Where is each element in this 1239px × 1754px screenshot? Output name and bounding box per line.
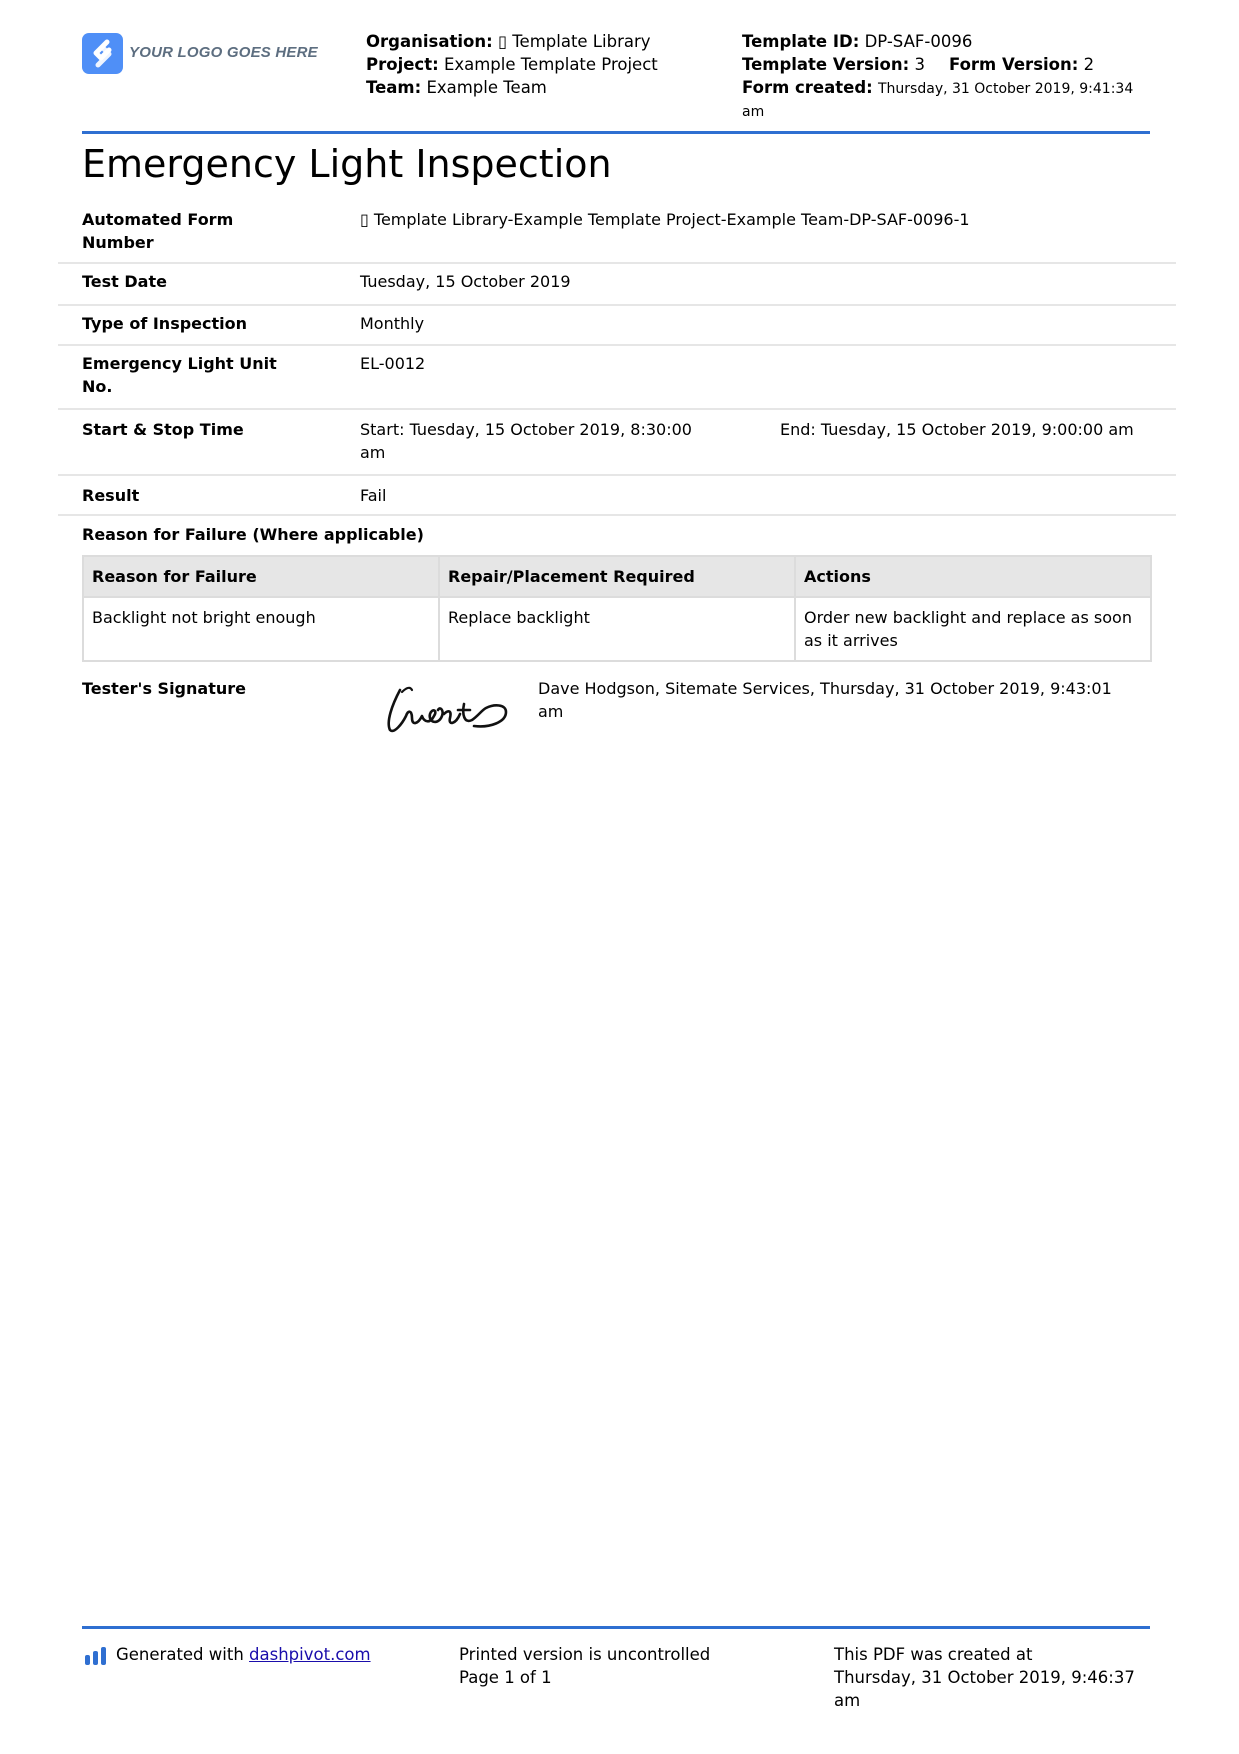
- field-row-result: [58, 476, 1176, 516]
- footer-pdf-created: This PDF was created at Thursday, 31 October 2019, 9:46:37 am: [834, 1645, 1135, 1710]
- template-id-value: DP-SAF-0096: [864, 32, 973, 51]
- footer-uncontrolled-block: [459, 1643, 710, 1689]
- header-org-block: [366, 30, 658, 99]
- template-id-label: Template ID:: [742, 32, 860, 51]
- dashpivot-link[interactable]: dashpivot.com: [249, 1645, 371, 1664]
- field-row-form-number: [58, 206, 1176, 264]
- start-stop-label: Start & Stop Time: [82, 420, 244, 439]
- test-date-value: Tuesday, 15 October 2019: [360, 272, 571, 291]
- table-header-row: [83, 556, 1151, 597]
- project-label: Project:: [366, 55, 439, 74]
- unit-no-label: Emergency Light Unit No.: [82, 354, 277, 396]
- page-title: Emergency Light Inspection: [82, 142, 612, 186]
- uncontrolled-notice: Printed version is uncontrolled: [459, 1645, 711, 1664]
- header-divider: [82, 131, 1150, 134]
- footer-generated: [116, 1643, 371, 1666]
- start-time-value: Start: Tuesday, 15 October 2019, 8:30:00 am: [360, 420, 692, 462]
- field-row-unit-no: [58, 346, 1176, 410]
- signature-details: Dave Hodgson, Sitemate Services, Thursday, 31 October 2019, 9:43:01 am: [538, 679, 1112, 721]
- form-version-label: Form Version:: [948, 55, 1079, 74]
- end-time-value: End: Tuesday, 15 October 2019, 9:00:00 am: [780, 420, 1134, 439]
- dashpivot-icon: [84, 1646, 108, 1670]
- footer-divider: [82, 1626, 1150, 1629]
- generated-prefix: Generated with: [116, 1645, 244, 1664]
- column-header: Repair/Placement Required: [439, 556, 795, 597]
- unit-no-value: EL-0012: [360, 354, 426, 373]
- result-value: Fail: [360, 486, 387, 505]
- logo-text: YOUR LOGO GOES HERE: [129, 44, 318, 61]
- form-number-label: Automated Form Number: [82, 210, 234, 252]
- team-label: Team:: [366, 78, 422, 97]
- header-template-block: [742, 30, 1133, 124]
- inspection-type-value: Monthly: [360, 314, 425, 333]
- table-cell: Backlight not bright enough: [83, 597, 439, 661]
- form-created-value-cont: am: [742, 104, 765, 120]
- table-cell: Replace backlight: [439, 597, 795, 661]
- column-header: Actions: [795, 556, 1151, 597]
- organisation-label: Organisation:: [366, 32, 493, 51]
- template-version-value: 3: [914, 55, 925, 74]
- project-value: Example Template Project: [443, 55, 658, 74]
- field-row-test-date: [58, 264, 1176, 306]
- page-number: Page 1 of 1: [459, 1668, 552, 1687]
- signature-label: Tester's Signature: [82, 679, 246, 698]
- inspection-type-label: Type of Inspection: [82, 314, 248, 333]
- result-label: Result: [82, 486, 140, 505]
- form-created-label: Form created:: [742, 78, 873, 97]
- organisation-value: ▯ Template Library: [497, 32, 651, 51]
- field-row-inspection-type: [58, 306, 1176, 346]
- column-header: Reason for Failure: [83, 556, 439, 597]
- form-created-value: Thursday, 31 October 2019, 9:41:34: [878, 81, 1134, 97]
- form-version-value: 2: [1083, 55, 1095, 74]
- failure-table: [82, 555, 1152, 662]
- table-row: [83, 597, 1151, 661]
- table-cell: Order new backlight and replace as soon as it arrives: [795, 597, 1151, 661]
- logo-icon: [82, 33, 123, 74]
- template-version-label: Template Version:: [742, 55, 910, 74]
- form-number-value: ▯ Template Library-Example Template Project-Example Team-DP-SAF-0096-1: [360, 210, 970, 229]
- test-date-label: Test Date: [82, 272, 167, 291]
- field-row-start-stop: [58, 410, 1176, 476]
- team-value: Example Team: [426, 78, 547, 97]
- signature-image: [382, 680, 512, 744]
- failure-section-heading: Reason for Failure (Where applicable): [82, 525, 424, 544]
